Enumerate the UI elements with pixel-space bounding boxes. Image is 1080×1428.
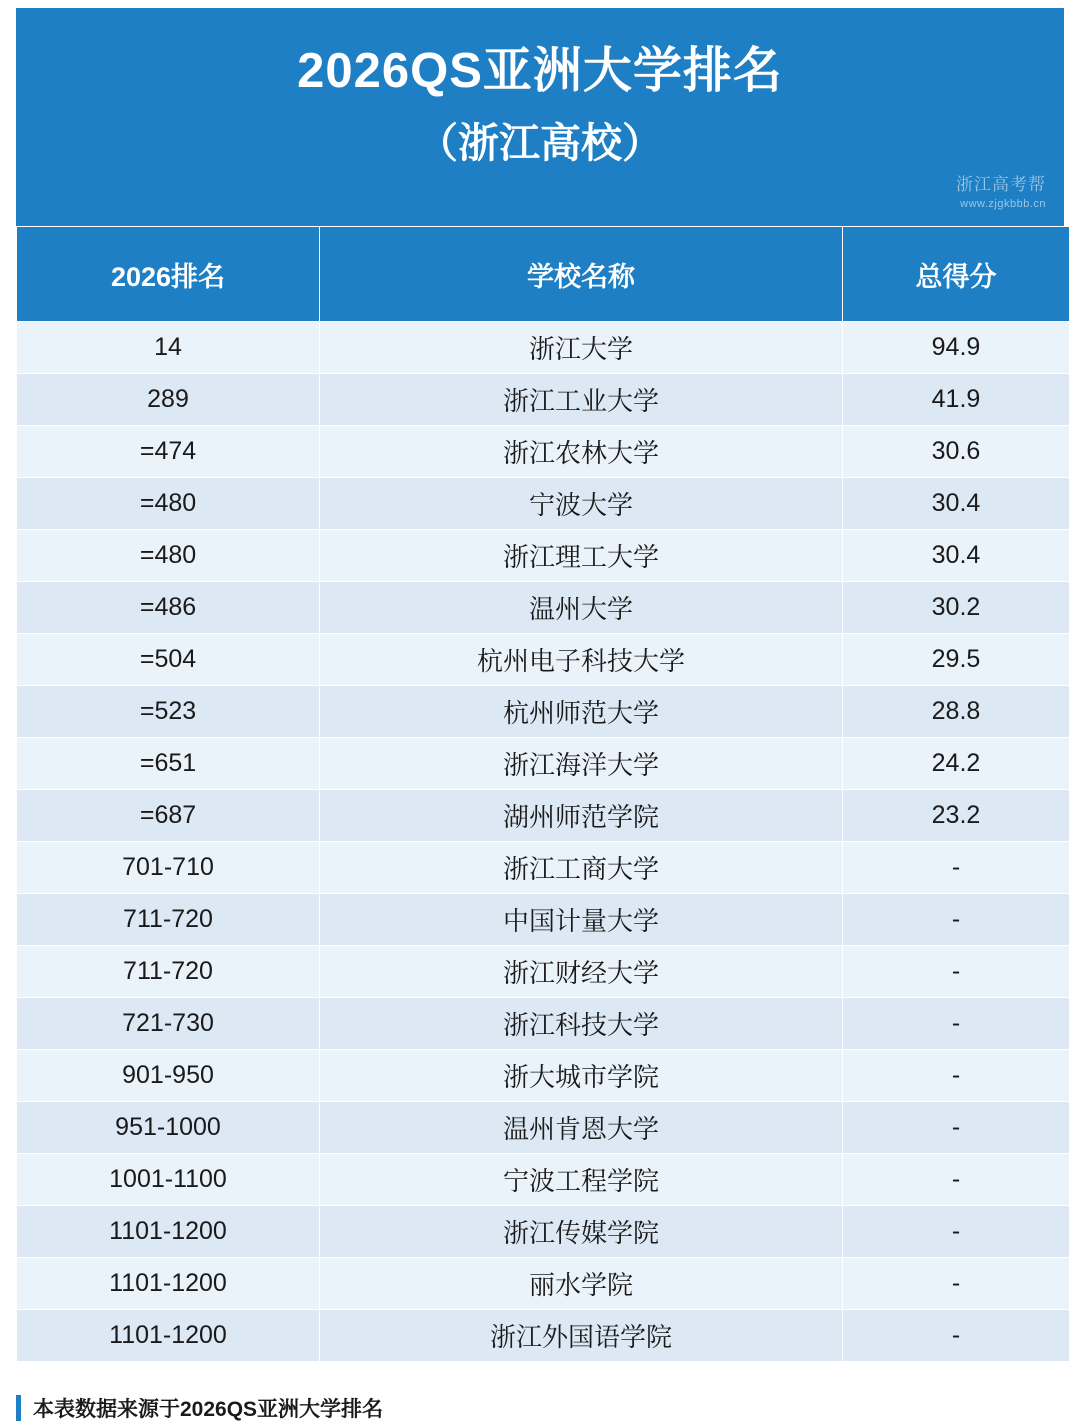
page-title: 2026QS亚洲大学排名 — [297, 44, 783, 98]
cell-total-score: - — [843, 998, 1070, 1050]
ranking-table-container — [16, 226, 1064, 1362]
cell-total-score: 30.6 — [843, 426, 1070, 478]
cell-rank: =651 — [17, 738, 320, 790]
table-row — [17, 686, 1070, 738]
cell-total-score: 23.2 — [843, 790, 1070, 842]
cell-rank: 1101-1200 — [17, 1206, 320, 1258]
cell-school-name: 浙江海洋大学 — [320, 738, 843, 790]
cell-rank: 901-950 — [17, 1050, 320, 1102]
cell-rank: 289 — [17, 374, 320, 426]
cell-total-score: 28.8 — [843, 686, 1070, 738]
cell-rank: 711-720 — [17, 946, 320, 998]
table-row — [17, 1154, 1070, 1206]
table-row — [17, 426, 1070, 478]
cell-rank: 711-720 — [17, 894, 320, 946]
cell-school-name: 浙江外国语学院 — [320, 1310, 843, 1362]
table-row — [17, 842, 1070, 894]
table-row — [17, 1258, 1070, 1310]
watermark — [956, 174, 1046, 212]
cell-school-name: 浙江财经大学 — [320, 946, 843, 998]
cell-school-name: 杭州电子科技大学 — [320, 634, 843, 686]
cell-school-name: 浙江科技大学 — [320, 998, 843, 1050]
cell-rank: =486 — [17, 582, 320, 634]
footer-note-text: 本表数据来源于2026QS亚洲大学排名 — [33, 1398, 384, 1421]
table-row — [17, 998, 1070, 1050]
cell-school-name: 浙江理工大学 — [320, 530, 843, 582]
page-root — [0, 8, 1080, 1425]
cell-school-name: 宁波工程学院 — [320, 1154, 843, 1206]
table-row — [17, 1050, 1070, 1102]
cell-total-score: - — [843, 1206, 1070, 1258]
cell-total-score: - — [843, 1050, 1070, 1102]
cell-school-name: 浙江工业大学 — [320, 374, 843, 426]
table-header-row — [17, 227, 1070, 322]
cell-total-score: - — [843, 1258, 1070, 1310]
cell-total-score: 41.9 — [843, 374, 1070, 426]
table-row — [17, 1206, 1070, 1258]
cell-school-name: 丽水学院 — [320, 1258, 843, 1310]
table-row — [17, 790, 1070, 842]
column-header-school: 学校名称 — [320, 227, 843, 322]
cell-rank: 721-730 — [17, 998, 320, 1050]
cell-total-score: 24.2 — [843, 738, 1070, 790]
cell-rank: =523 — [17, 686, 320, 738]
cell-school-name: 宁波大学 — [320, 478, 843, 530]
cell-total-score: - — [843, 842, 1070, 894]
cell-rank: 1101-1200 — [17, 1310, 320, 1362]
cell-total-score: - — [843, 946, 1070, 998]
cell-rank: =480 — [17, 478, 320, 530]
table-row — [17, 894, 1070, 946]
page-subtitle: （浙江高校） — [417, 119, 663, 166]
ranking-table — [16, 226, 1070, 1362]
cell-rank: 14 — [17, 322, 320, 374]
cell-total-score: 94.9 — [843, 322, 1070, 374]
cell-total-score: - — [843, 894, 1070, 946]
cell-school-name: 浙江传媒学院 — [320, 1206, 843, 1258]
cell-rank: 1001-1100 — [17, 1154, 320, 1206]
watermark-main-text: 浙江高考帮 — [956, 175, 1046, 195]
watermark-sub-text: www.zjgkbbb.cn — [960, 198, 1046, 211]
cell-school-name: 浙江工商大学 — [320, 842, 843, 894]
table-row — [17, 374, 1070, 426]
cell-total-score: - — [843, 1310, 1070, 1362]
cell-school-name: 浙大城市学院 — [320, 1050, 843, 1102]
cell-rank: =504 — [17, 634, 320, 686]
header-banner — [16, 8, 1064, 226]
cell-rank: =474 — [17, 426, 320, 478]
cell-rank: =687 — [17, 790, 320, 842]
table-header — [17, 227, 1070, 322]
table-row — [17, 1310, 1070, 1362]
table-row — [17, 530, 1070, 582]
cell-school-name: 湖州师范学院 — [320, 790, 843, 842]
column-header-score: 总得分 — [843, 227, 1070, 322]
cell-rank: 951-1000 — [17, 1102, 320, 1154]
cell-total-score: 30.4 — [843, 530, 1070, 582]
cell-rank: =480 — [17, 530, 320, 582]
cell-rank: 701-710 — [17, 842, 320, 894]
cell-school-name: 浙江大学 — [320, 322, 843, 374]
table-row — [17, 1102, 1070, 1154]
cell-school-name: 浙江农林大学 — [320, 426, 843, 478]
table-row — [17, 634, 1070, 686]
table-row — [17, 738, 1070, 790]
table-body — [17, 322, 1070, 1362]
cell-school-name: 温州肯恩大学 — [320, 1102, 843, 1154]
cell-school-name: 中国计量大学 — [320, 894, 843, 946]
column-header-rank: 2026排名 — [17, 227, 320, 322]
table-row — [17, 582, 1070, 634]
footer-accent-bar — [16, 1395, 21, 1421]
cell-school-name: 温州大学 — [320, 582, 843, 634]
table-row — [17, 478, 1070, 530]
cell-total-score: 30.4 — [843, 478, 1070, 530]
cell-total-score: 30.2 — [843, 582, 1070, 634]
table-row — [17, 946, 1070, 998]
cell-total-score: 29.5 — [843, 634, 1070, 686]
table-row — [17, 322, 1070, 374]
cell-total-score: - — [843, 1102, 1070, 1154]
footer-note — [16, 1388, 1064, 1428]
cell-school-name: 杭州师范大学 — [320, 686, 843, 738]
cell-total-score: - — [843, 1154, 1070, 1206]
cell-rank: 1101-1200 — [17, 1258, 320, 1310]
